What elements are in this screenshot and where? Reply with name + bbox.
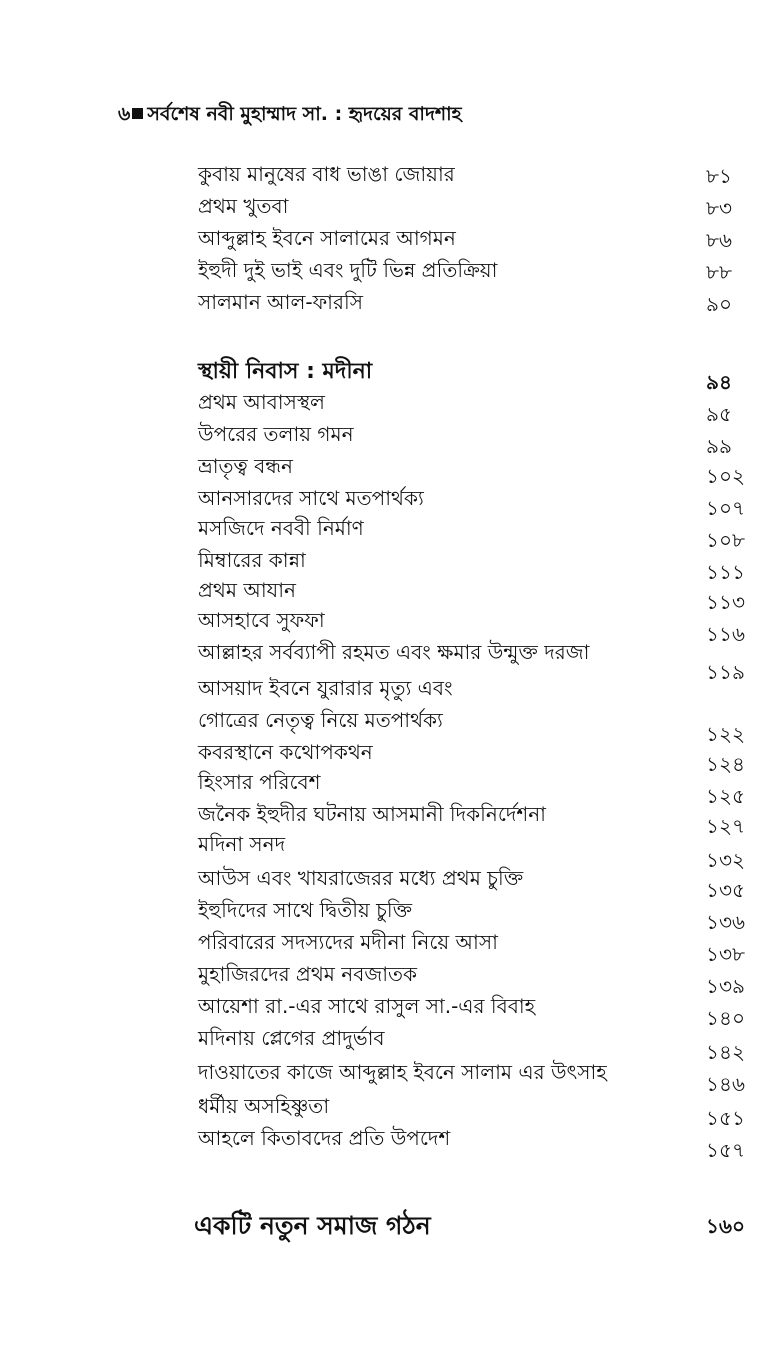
running-header: [118, 100, 462, 132]
toc-entry-title: প্রথম খুতবা: [198, 194, 289, 218]
toc-entry: [198, 706, 758, 746]
toc-entry-title: মসজিদে নববী নির্মাণ: [198, 516, 364, 540]
toc-entry: [198, 1124, 758, 1162]
toc-entry-title: ইহুদিদের সাথে দ্বিতীয় চুক্তি: [198, 898, 413, 922]
toc-entry-title: পরিবারের সদস্যদের মদীনা নিয়ে আসা: [198, 930, 498, 954]
toc-section-heading: [194, 1206, 758, 1240]
toc-entry: [198, 1058, 758, 1096]
toc-entry-page: ১১১: [706, 560, 745, 584]
toc-entry: [198, 1024, 758, 1064]
toc-entry-page: ৯৯: [706, 434, 732, 458]
toc-entry: [198, 160, 758, 190]
toc-entry: [198, 484, 758, 520]
toc-entry: [198, 960, 758, 998]
toc-entry-title: কুবায় মানুষের বাধ ভাঙা জোয়ার: [198, 162, 455, 186]
toc-entry: [198, 256, 758, 286]
toc-entry: [198, 864, 758, 902]
toc-entry-page: ১০৮: [706, 528, 745, 552]
section-title: একটি নতুন সমাজ গঠন: [194, 1211, 431, 1240]
toc-entry-title: ধর্মীয় অসহিষ্ণুতা: [198, 1094, 330, 1118]
toc-entry-page: ১৫১: [706, 1106, 745, 1130]
toc-entry-page: ১৩৮: [706, 942, 745, 966]
toc-entry: [198, 288, 758, 318]
toc-entry-page: ১৩৫: [706, 878, 745, 902]
toc-entry: [198, 928, 758, 966]
toc-entry-page: ১২৫: [706, 784, 745, 808]
toc-entry-page: ১৪৬: [706, 1072, 745, 1096]
toc-entry-page: ১১৬: [706, 622, 745, 646]
toc-entry-title: মদিনায় প্লেগের প্রাদুর্ভাব: [198, 1026, 385, 1050]
toc-entry-page: ৯৫: [706, 402, 732, 426]
toc-entry-title: উপরের তলায় গমন: [198, 422, 354, 446]
toc-entry-title: হিংসার পরিবেশ: [198, 770, 321, 794]
section-title: স্থায়ী নিবাস : মদীনা: [198, 359, 373, 384]
toc-entry-title: আসয়াদ ইবনে যুরারার মৃত্যু এবং: [198, 676, 453, 700]
toc-entry-title: আহলে কিতাবদের প্রতি উপদেশ: [198, 1126, 451, 1150]
toc-entry: [198, 768, 758, 808]
book-title: সর্বশেষ নবী মুহাম্মাদ সা. : হৃদয়ের বাদশাহ: [147, 103, 462, 125]
toc-entry-page: ৮৮: [706, 260, 732, 284]
page-number: ৬: [118, 103, 131, 125]
toc-entry: [198, 224, 758, 254]
toc-entry-title: আসহাবে সুফফা: [198, 608, 325, 632]
toc-section-heading: [198, 354, 758, 394]
toc-entry: [198, 800, 758, 838]
toc-entry-page: ৮৬: [706, 228, 732, 252]
toc-entry-title: কবরস্থানে কথোপকথন: [198, 740, 373, 764]
toc-entry: [198, 606, 758, 646]
toc-entry-title: আয়েশা রা.-এর সাথে রাসুল সা.-এর বিবাহ: [198, 994, 536, 1018]
toc-entry-page: ১৪০: [706, 1006, 745, 1030]
toc-entry-page: ১৩৬: [706, 910, 745, 934]
toc-entry-title: গোত্রের নেতৃত্ব নিয়ে মতপার্থক্য: [198, 708, 443, 732]
toc-entry-title: আউস এবং খাযরাজেরর মধ্যে প্রথম চুক্তি: [198, 866, 524, 890]
toc-entry: [198, 674, 758, 704]
toc-entry-title: আনসারদের সাথে মতপার্থক্য: [198, 486, 424, 510]
toc-entry-title: ভ্রাতৃত্ব বন্ধন: [198, 454, 293, 478]
toc-entry: [198, 452, 758, 488]
toc-entry-page: ১০৭: [706, 496, 745, 520]
toc-entry-page: ১০২: [706, 464, 745, 488]
toc-entry-page: ১৩৯: [706, 974, 745, 998]
toc-entry-title: প্রথম আবাসস্থল: [198, 390, 325, 414]
toc-entry: [198, 1092, 758, 1130]
toc-entry-title: মদিনা সনদ: [198, 832, 286, 856]
toc-entry: [198, 830, 758, 872]
toc-entry-title: আল্লাহর সর্বব্যাপী রহমত এবং ক্ষমার উন্মুক্ত দরজা: [198, 640, 590, 664]
toc-entry: [198, 896, 758, 934]
toc-entry: [198, 420, 758, 458]
toc-entry-title: দাওয়াতের কাজে আব্দুল্লাহ ইবনে সালাম এর উৎসাহ: [198, 1060, 607, 1084]
toc-entry: [198, 546, 758, 584]
toc-entry-page: ১১৩: [706, 590, 745, 614]
toc-entry: [198, 514, 758, 552]
toc-entry-title: প্রথম আযান: [198, 578, 296, 602]
toc-entry-page: ১১৯: [706, 660, 745, 684]
toc-entry: [198, 738, 758, 776]
toc-entry: [198, 576, 758, 614]
toc-entry-title: জনৈক ইহুদীর ঘটনায় আসমানী দিকনির্দেশনা: [198, 802, 546, 826]
section-page: ৯৪: [706, 370, 732, 394]
section-page: ১৬০: [706, 1214, 745, 1238]
toc-entry-title: ইহুদী দুই ভাই এবং দুটি ভিন্ন প্রতিক্রিয়া: [198, 258, 498, 282]
toc-entry-page: ৮৩: [706, 196, 732, 220]
square-bullet-icon: [132, 108, 143, 119]
toc-entry-page: ১২৪: [706, 752, 745, 776]
toc-entry: [198, 192, 758, 222]
toc-entry-page: ১২২: [706, 722, 745, 746]
toc-entry-title: মুহাজিরদের প্রথম নবজাতক: [198, 962, 418, 986]
toc-entry-page: ৮১: [706, 164, 732, 188]
toc-entry-title: সালমান আল-ফারসি: [198, 290, 363, 314]
toc-entry-page: ১৩২: [706, 848, 745, 872]
toc-entry-page: ১৪২: [706, 1040, 745, 1064]
toc-entry-page: ১২৭: [706, 814, 745, 838]
toc-entry-title: আব্দুল্লাহ ইবনে সালামের আগমন: [198, 226, 456, 250]
toc-entry-title: মিম্বারের কান্না: [198, 548, 306, 572]
toc-entry-page: ১৫৭: [706, 1138, 745, 1162]
toc-entry: [198, 388, 758, 426]
toc-entry: [198, 638, 758, 684]
toc-entry-page: ৯০: [706, 292, 732, 316]
toc-entry: [198, 992, 758, 1030]
